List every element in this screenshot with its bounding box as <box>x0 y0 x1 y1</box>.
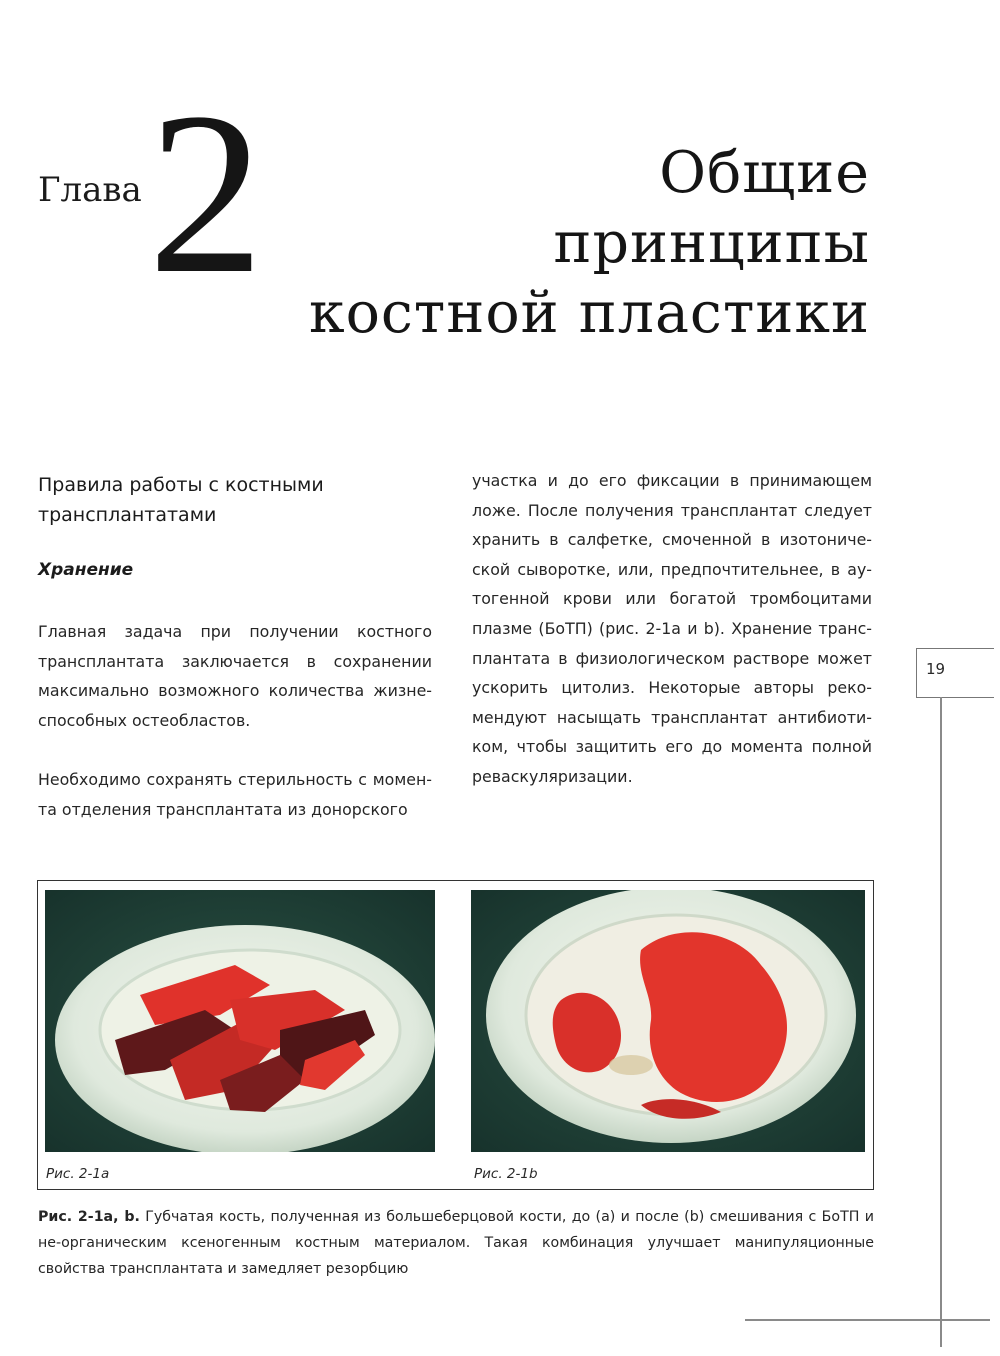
figure-caption <box>38 1204 874 1282</box>
stain-b <box>609 1055 653 1075</box>
photo-graft-after <box>471 890 865 1152</box>
page-number: 19 <box>926 660 946 678</box>
section-heading-line-2: трансплантатами <box>38 504 217 526</box>
section-heading-line-1: Правила работы с костными <box>38 474 324 496</box>
paragraph-storage-goal: Главная задача при получении костного трансплантата заключается в сохранении максимально возможного количества жизне-способных остеобластов. <box>38 622 432 730</box>
section-heading <box>38 470 438 530</box>
chapter-title-line-3: костной пластики <box>308 280 870 346</box>
chapter-title-line-2: принципы <box>553 210 870 276</box>
chapter-title-line-1: Общие <box>659 140 870 206</box>
chapter-number: 2 <box>148 65 260 322</box>
figure-label-a: Рис. 2-1a <box>46 1166 110 1182</box>
footer-rule <box>745 1319 990 1321</box>
paragraph-sterility: Необходимо сохранять стерильность с момен-та отделения трансплантата из донорского <box>38 770 432 819</box>
chapter-title <box>309 138 870 348</box>
chapter-label: Глава <box>38 170 142 210</box>
photo-graft-before <box>45 890 435 1152</box>
subsection-heading: Хранение <box>38 560 134 580</box>
margin-rule <box>940 697 942 1347</box>
figure-caption-text: Губчатая кость, полученная из большеберцовой кости, до (a) и после (b) смешивания с БоТП и не-органическим ксеногенным костным материалом. Такая комбинация улучшает манипуляционные свойства трансплантата и замедляет резорбцию <box>38 1209 874 1277</box>
figure-caption-ref: Рис. 2-1a, b. <box>38 1209 140 1225</box>
figure-label-b: Рис. 2-1b <box>474 1166 538 1182</box>
paragraph-storage-method: участка и до его фиксации в принимающем ложе. После получения трансплантат следует хранить в салфетке, смоченной в изотониче-ской сыворотке, или, предпочтительнее, в ау-тогенной крови или богатой тромбоцитами плазме (БоТП) (рис. 2-1a и b). Хранение транс-плантата в физиологическом растворе может ускорить цитолиз. Некоторые авторы реко-мендуют насыщать трансплантат антибиоти-ком, чтобы защитить его до момента полной реваскуляризации. <box>472 471 872 786</box>
